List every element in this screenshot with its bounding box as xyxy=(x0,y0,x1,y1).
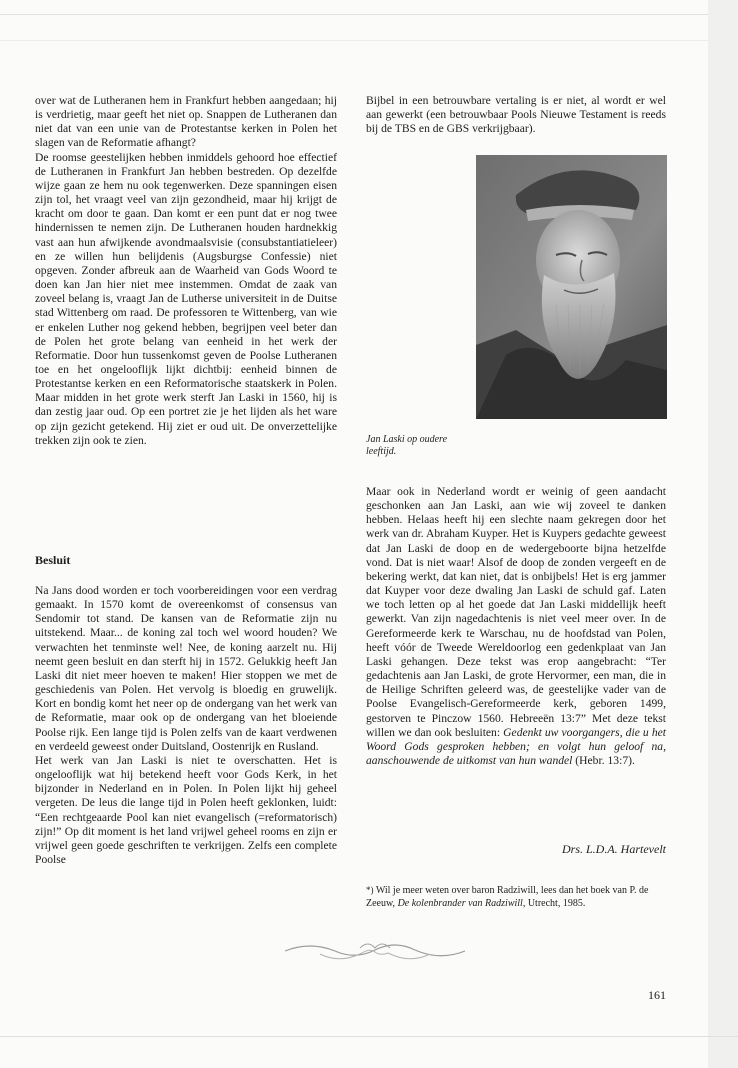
right-paragraph-2-text: Maar ook in Nederland wordt er weinig of geen aandacht geschonken aan Jan Laski, aan wie wij zoveel te danken hebben. Helaas heeft hij een slechte naam gekregen door het werk van dr. Abraham Kuyper. Het is Kuypers gedachte geweest dat Jan Laski de doop en de wedergeboorte bijna hetzelfde vond. Dat is niet waar! Alsof de doop de zonden vergeeft en de bekering werkt, dat kan niet, dat is onbijbels! Het is erg jammer dat Kuyper voor deze dwaling Jan Laski de schuld gaf. Laten we toch letten op al het goede dat Jan Laski middellijk heeft gewerkt. Van zijn nagedachtenis is niet veel meer over. In de Gereformeerde kerk te Warschau, nu de hoofdstad van Polen, heeft vóór de Tweede Wereldoorlog een gedenkplaat van Jan Laski gehangen. Deze tekst was erop aangebracht: “Ter gedachtenis aan Jan Laski, de grote Hervormer, een man, die in de Heilige Schriften geleerd was, de geestelijke vader van de Poolse Evangelisch-Gereformeerde kerk, geboren 1499, gestorven te Pinczow 1560. Hebreeën 13:7” Met deze tekst willen we dan ook besluiten: xyxy=(366,485,666,739)
closing-bible-quote: Gedenkt uw voorgangers, die u het Woord Gods gesproken hebben; en volgt hun geloof na, aanschouwende de uitkomst van hun wandel xyxy=(366,725,666,767)
author-signature: Drs. L.D.A. Hartevelt xyxy=(562,842,666,856)
right-column-main xyxy=(366,485,666,768)
page-number: 161 xyxy=(648,988,666,1002)
right-paragraph-1: Bijbel in een betrouwbare vertaling is er niet, al wordt er wel aan gewerkt (een betrouwbaar Pools Nieuwe Testament is reeds bij de TBS en de GBS verkrijgbaar). xyxy=(366,94,666,136)
decorative-flourish-icon xyxy=(280,936,470,966)
left-column-text xyxy=(35,94,337,448)
footnote-book-title: De kolenbrander van Radziwill xyxy=(397,897,523,909)
left-paragraph-1: over wat de Lutheranen hem in Frankfurt hebben aangedaan; hij is verdrietig, maar geeft het niet op. Snappen de Lutheranen dan niet dat van een unie van de Protestantse kerken in Polen het slagen van de Reformatie afhangt? xyxy=(35,94,337,150)
bible-reference: (Hebr. 13:7). xyxy=(572,753,635,767)
besluit-paragraph-1: Na Jans dood worden er toch voorbereidingen voor een verdrag gemaakt. In 1570 komt de overeenkomst of consensus van Sendomir tot stand. De kansen van de Reformatie zijn nu uitstekend. Maar... de koning zal toch wel woord houden? We verwachten het tenminste wel! Nee, de koning aarzelt nu. Hij neemt geen besluit en dan sterft hij in 1572. Gelukkig heeft Jan Laski dit niet meer hoeven te maken! Hier stoppen we met de geschiedenis van Polen. Het vervolg is bloedig en gruwelijk. Kort en bondig komt het neer op de ondergang van het werk van de Reformatie, maar ook op de ondergang van het bloeiende Poolse rijk. Een lange tijd is Polen zelfs van de kaart verdwenen en verdeeld geweest onder Duitsland, Oostenrijk en Rusland. xyxy=(35,584,337,753)
right-column-intro xyxy=(366,94,666,136)
besluit-section-text xyxy=(35,584,337,867)
portrait-caption: Jan Laski op oudere leeftijd. xyxy=(366,434,448,457)
top-rule xyxy=(0,14,738,15)
right-paragraph-2 xyxy=(366,485,666,768)
section-heading: Besluit xyxy=(35,553,71,567)
portrait-engraving xyxy=(476,155,667,419)
footnote xyxy=(366,884,666,910)
left-paragraph-2: De roomse geestelijken hebben inmiddels gehoord hoe effectief de Lutheranen in Frankfurt Jan hebben bestreden. Op dezelfde wijze gaan ze hem nu ook tegenwerken. Deze spanningen eisen zijn tol, het vraagt veel van zijn gezondheid, maar hij krijgt de kracht om door te gaan. Dan komt er een punt dat er nog twee hindernissen te nemen zijn. De Lutheranen houden hardnekkig vast aan hun afwijkende avondmaalsvisie (consubstantiatieleer) en ze willen hun belijdenis (Augsburgse Confessie) niet opgeven. Zonder afbreuk aan de Waarheid van Gods Woord te doen kan Jan hier niet mee instemmen. Omdat de zaak van zoveel belang is, vraagt Jan de Lutherse universiteit in de Duitse stad Wittenberg om raad. De professoren te Wittenberg, van wie er enkelen Luther nog gekend hebben, begrijpen veel beter dan de Polen het grote belang van eenheid in het werk der Reformatie. Door hun tussenkomst geven de Poolse Lutheranen toe en het ongelooflijk lijkt dichtbij: eenheid binnen de Protestantse kerken en een Reformatorische staatskerk in Polen. Maar midden in het grote werk sterft Jan Laski in 1560, hij is dan zestig jaar oud. Op een portret zie je het lijden als het ware op zijn gezicht getekend. Hij ziet er oud uit. De onverzettelijke trekken zijn ook te zien. xyxy=(35,150,337,447)
page-edge xyxy=(708,0,738,1068)
footnote-text-1: Wil je meer weten over baron Radziwill, lees dan het boek van P. de Zeeuw, xyxy=(366,885,649,909)
top-rule-secondary xyxy=(0,40,738,41)
portrait-image xyxy=(476,155,667,419)
bottom-rule xyxy=(0,1036,738,1037)
footnote-marker: *) xyxy=(366,885,374,895)
besluit-paragraph-2: Het werk van Jan Laski is niet te overschatten. Het is ongelooflijk wat hij betekend heeft voor Gods Kerk, in het bijzonder in Nederland en in Polen. In Polen lijkt hij geheel vergeten. De leus die lange tijd in Polen heeft geklonken, luidt: “Een rechtgeaarde Pool kan niet evangelisch (=reformatorisch) zijn!” Op dit moment is het land vrijwel geheel rooms en zijn er vrijwel geen goede geschriften te verkrijgen. Zelfs een complete Poolse xyxy=(35,753,337,866)
footnote-text-2: , Utrecht, 1985. xyxy=(522,897,586,909)
